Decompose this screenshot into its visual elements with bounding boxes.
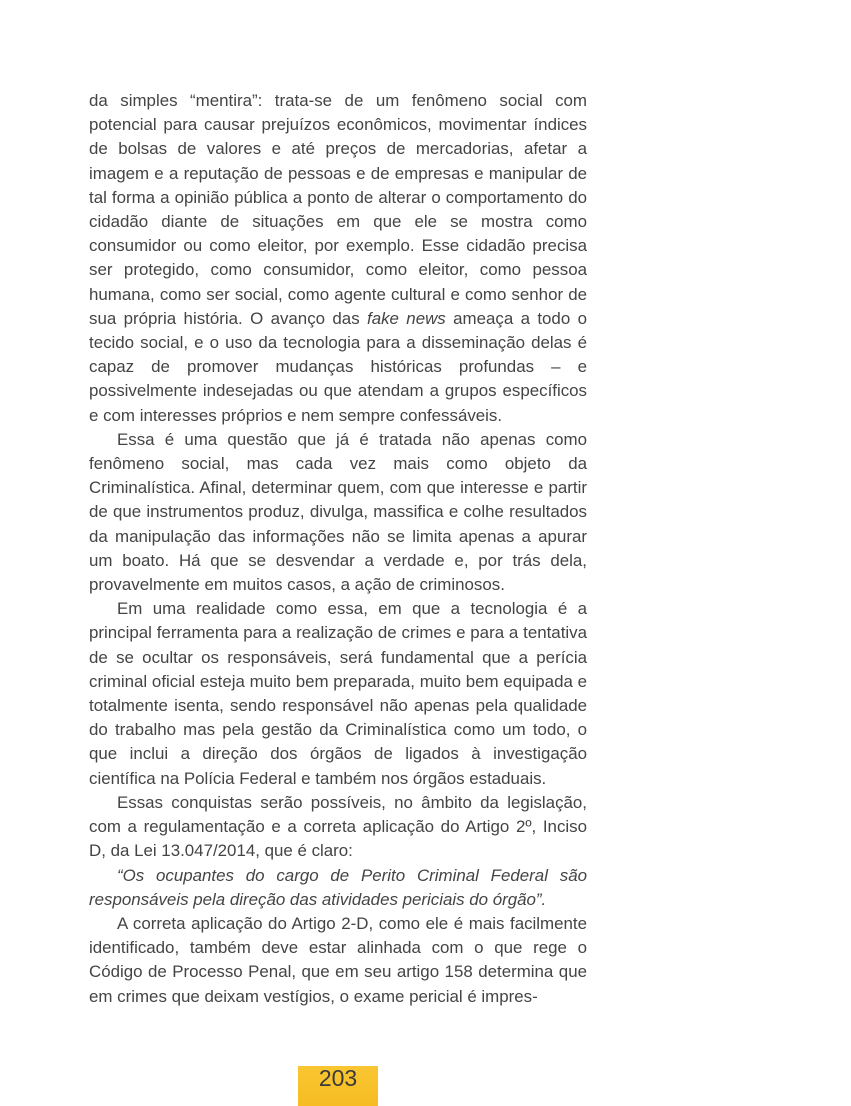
page-number: 203	[318, 1065, 358, 1091]
page-number-tab	[298, 1066, 378, 1106]
p2-text: Essa é uma questão que já é tratada não apenas como fenômeno social, mas cada vez mais como objeto da Criminalística. Afinal, determinar quem, com que interesse e partir de que instrumentos produz, divulga, massifica e colhe resultados da manipulação das informações não se limita apenas a apurar um boato. Há que se desvendar a verdade e, por trás dela, provavelmente em muitos casos, a ação de criminosos.	[89, 429, 587, 595]
paragraph-4	[89, 791, 587, 864]
law-quote	[89, 864, 587, 912]
fake-news-term: fake news	[367, 308, 446, 328]
paragraph-6	[89, 912, 587, 1009]
body-text	[89, 89, 587, 1009]
quote-text: “Os ocupantes do cargo de Perito Criminal Federal são responsáveis pela direção das atividades periciais do órgão”.	[89, 865, 587, 909]
p4-text: Essas conquistas serão possíveis, no âmbito da legislação, com a regulamentação e a correta aplicação do Artigo 2º, Inciso D, da Lei 13.047/2014, que é claro:	[89, 792, 587, 861]
paragraph-2	[89, 428, 587, 597]
paragraph-3	[89, 597, 587, 791]
p1-text-b: ameaça a todo o tecido social, e o uso da tecnologia para a disseminação delas é capaz de promover mudanças históricas profundas – e possivelmente indesejadas ou que atendam a grupos específicos e com interesses próprios e nem sempre confessáveis.	[89, 308, 587, 425]
paragraph-1	[89, 89, 587, 428]
p3-text: Em uma realidade como essa, em que a tecnologia é a principal ferramenta para a realização de crimes e para a tentativa de se ocultar os responsáveis, será fundamental que a perícia criminal oficial esteja muito bem preparada, muito bem equipada e totalmente isenta, sendo responsável não apenas pela qualidade do trabalho mas pela gestão da Criminalística como um todo, o que inclui a direção dos órgãos de ligados à investigação científica na Polícia Federal e também nos órgãos estaduais.	[89, 599, 587, 788]
p6-text: A correta aplicação do Artigo 2-D, como ele é mais facilmente identificado, também deve estar alinhada com o que rege o Código de Processo Penal, que em seu artigo 158 determina que em crimes que deixam vestígios, o exame pericial é impres-	[89, 913, 587, 1006]
p1-text-a: da simples “mentira”: trata-se de um fenômeno social com potencial para causar prejuízos econômicos, movimentar índices de bolsas de valores e até preços de mercadorias, afetar a imagem e a reputação de pessoas e de empresas e manipular de tal forma a opinião pública a ponto de alterar o comportamento do cidadão diante de situações em que ele se mostra como consumidor ou como eleitor, por exemplo. Esse cidadão precisa ser protegido, como consumidor, como eleitor, como pessoa humana, como ser social, como agente cultural e como senhor de sua própria história. O avanço das	[89, 91, 587, 328]
